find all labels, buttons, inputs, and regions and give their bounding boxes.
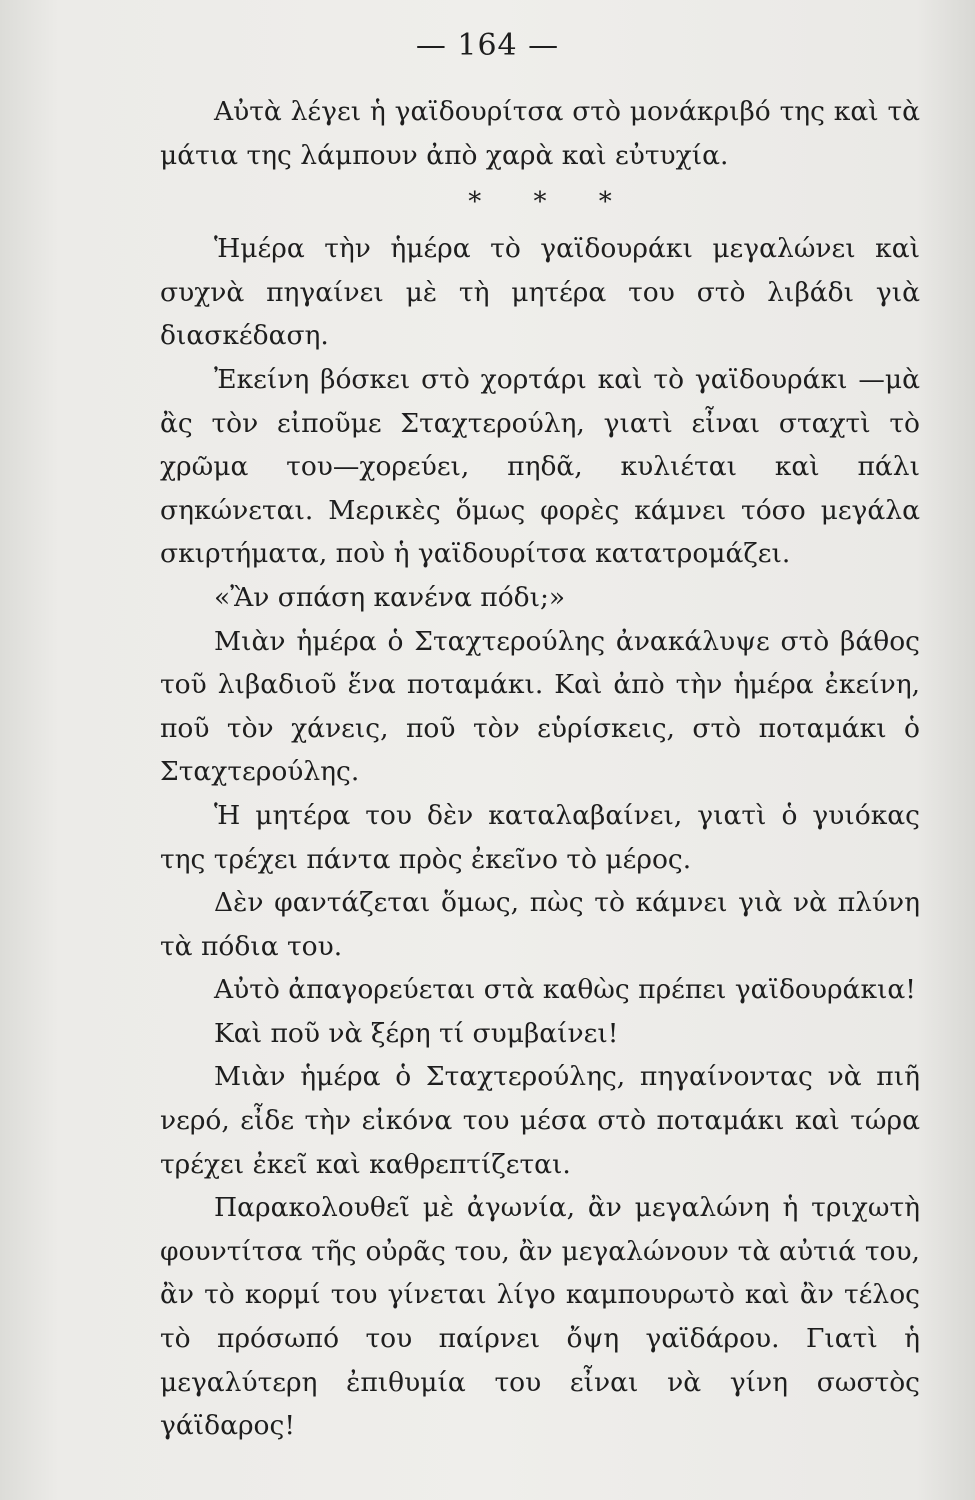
paragraph: Παρακολουθεῖ μὲ ἀγωνία, ἂν μεγαλώνη ἡ τριχωτὴ φουντίτσα τῆς οὐρᾶς του, ἂν μεγαλώνουν τὰ αὐτιά του, ἂν τὸ κορμί του γίνεται λίγο καμπουρωτὸ καὶ ἂν τέλος τὸ πρόσωπό του παίρνει ὄψη γαϊδάρου. Γιατὶ ἡ μεγαλύτερη ἐπιθυμία του εἶναι νὰ γίνη σωστὸς γάϊδαρος!: [160, 1192, 920, 1442]
section-divider: * * *: [468, 187, 634, 218]
page-number: — 164 —: [415, 28, 560, 63]
paragraph: Ἐκείνη βόσκει στὸ χορτάρι καὶ τὸ γαϊδουράκι —μὰ ἂς τὸν εἰποῦμε Σταχτερούλη, γιατὶ εἶναι σταχτὶ τὸ χρῶμα του—χορεύει, πηδᾶ, κυλιέται καὶ πάλι σηκώνεται. Μερικὲς ὅμως φορὲς κάμνει τόσο μεγάλα σκιρτήματα, ποὺ ἡ γαϊδουρίτσα κατατρομάζει.: [160, 363, 920, 570]
page-text: [160, 90, 920, 1448]
paragraph: Ἡ μητέρα του δὲν καταλαβαίνει, γιατὶ ὁ γυιόκας της τρέχει πάντα πρὸς ἐκεῖνο τὸ μέρος.: [160, 799, 920, 875]
paragraph: Αὐτὰ λέγει ἡ γαϊδουρίτσα στὸ μονάκριβό της καὶ τὰ μάτια της λάμπουν ἀπὸ χαρὰ καὶ εὐτυχία.: [160, 96, 920, 171]
paragraph: Αὐτὸ ἀπαγορεύεται στὰ καθὼς πρέπει γαϊδουράκια!: [214, 974, 916, 1006]
paragraph: Μιὰν ἡμέρα ὁ Σταχτερούλης ἀνακάλυψε στὸ βάθος τοῦ λιβαδιοῦ ἕνα ποταμάκι. Καὶ ἀπὸ τὴν ἡμέρα ἐκείνη, ποῦ τὸν χάνεις, ποῦ τὸν εὑρίσκεις, στὸ ποταμάκι ὁ Σταχτερούλης.: [160, 625, 920, 788]
paragraph: Καὶ ποῦ νὰ ξέρη τί συμβαίνει!: [214, 1017, 619, 1049]
paragraph: Μιὰν ἡμέρα ὁ Σταχτερούλης, πηγαίνοντας νὰ πιῆ νερό, εἶδε τὴν εἰκόνα του μέσα στὸ ποταμάκι καὶ τώρα τρέχει ἐκεῖ καὶ καθρεπτίζεται.: [160, 1061, 920, 1180]
paragraph: «Ἂν σπάση κανένα πόδι;»: [214, 581, 566, 613]
paragraph: Δὲν φαντάζεται ὅμως, πὼς τὸ κάμνει γιὰ νὰ πλύνη τὰ πόδια του.: [160, 887, 920, 962]
paragraph: Ἡμέρα τὴν ἡμέρα τὸ γαϊδουράκι μεγαλώνει καὶ συχνὰ πηγαίνει μὲ τὴ μητέρα του στὸ λιβάδι γιὰ διασκέδαση.: [160, 233, 920, 352]
